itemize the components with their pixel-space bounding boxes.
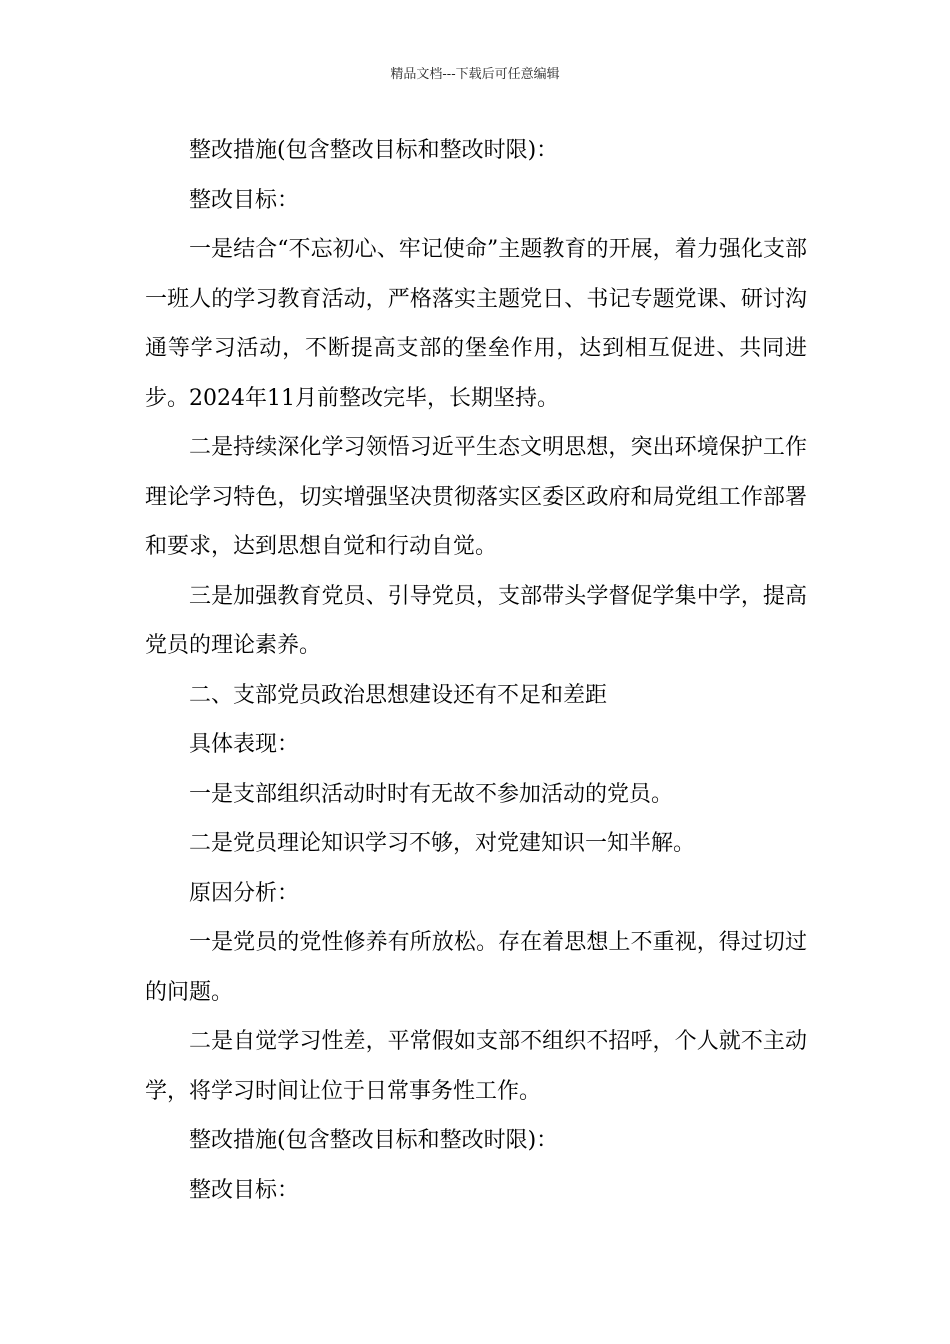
paragraph: 二是持续深化学习领悟习近平生态文明思想，突出环境保护工作理论学习特色，切实增强坚决贯彻落实区委区政府和局党组工作部署和要求，达到思想自觉和行动自觉。 xyxy=(145,435,807,559)
document-body xyxy=(145,126,807,1215)
paragraph: 一是党员的党性修养有所放松。存在着思想上不重视，得过切过的问题。 xyxy=(145,930,807,1005)
paragraph: 原因分析： xyxy=(189,880,300,906)
paragraph: 整改目标： xyxy=(189,187,300,213)
paragraph: 三是加强教育党员、引导党员，支部带头学督促学集中学，提高党员的理论素养。 xyxy=(145,583,807,658)
page-header: 精品文档---下载后可任意编辑 xyxy=(390,67,560,82)
section-heading: 二、支部党员政治思想建设还有不足和差距 xyxy=(189,682,608,708)
paragraph: 具体表现： xyxy=(189,732,300,757)
paragraph: 一是结合“不忘初心、牢记使命”主题教育的开展，着力强化支部一班人的学习教育活动，严格落实主题党日、书记专题党课、研讨沟通等学习活动，不断提高支部的堡垒作用，达到相互促进、共同进步。2024年11月前整改完毕，长期坚持。 xyxy=(145,237,807,411)
paragraph: 二是党员理论知识学习不够，对党建知识一知半解。 xyxy=(189,831,696,856)
paragraph: 二是自觉学习性差，平常假如支部不组织不招呼，个人就不主动学，将学习时间让位于日常事务性工作。 xyxy=(145,1029,807,1104)
paragraph: 一是支部组织活动时时有无故不参加活动的党员。 xyxy=(189,781,674,807)
paragraph: 整改目标： xyxy=(189,1177,300,1203)
paragraph: 整改措施(包含整改目标和整改时限)： xyxy=(189,1128,559,1153)
paragraph: 整改措施(包含整改目标和整改时限)： xyxy=(189,138,559,163)
